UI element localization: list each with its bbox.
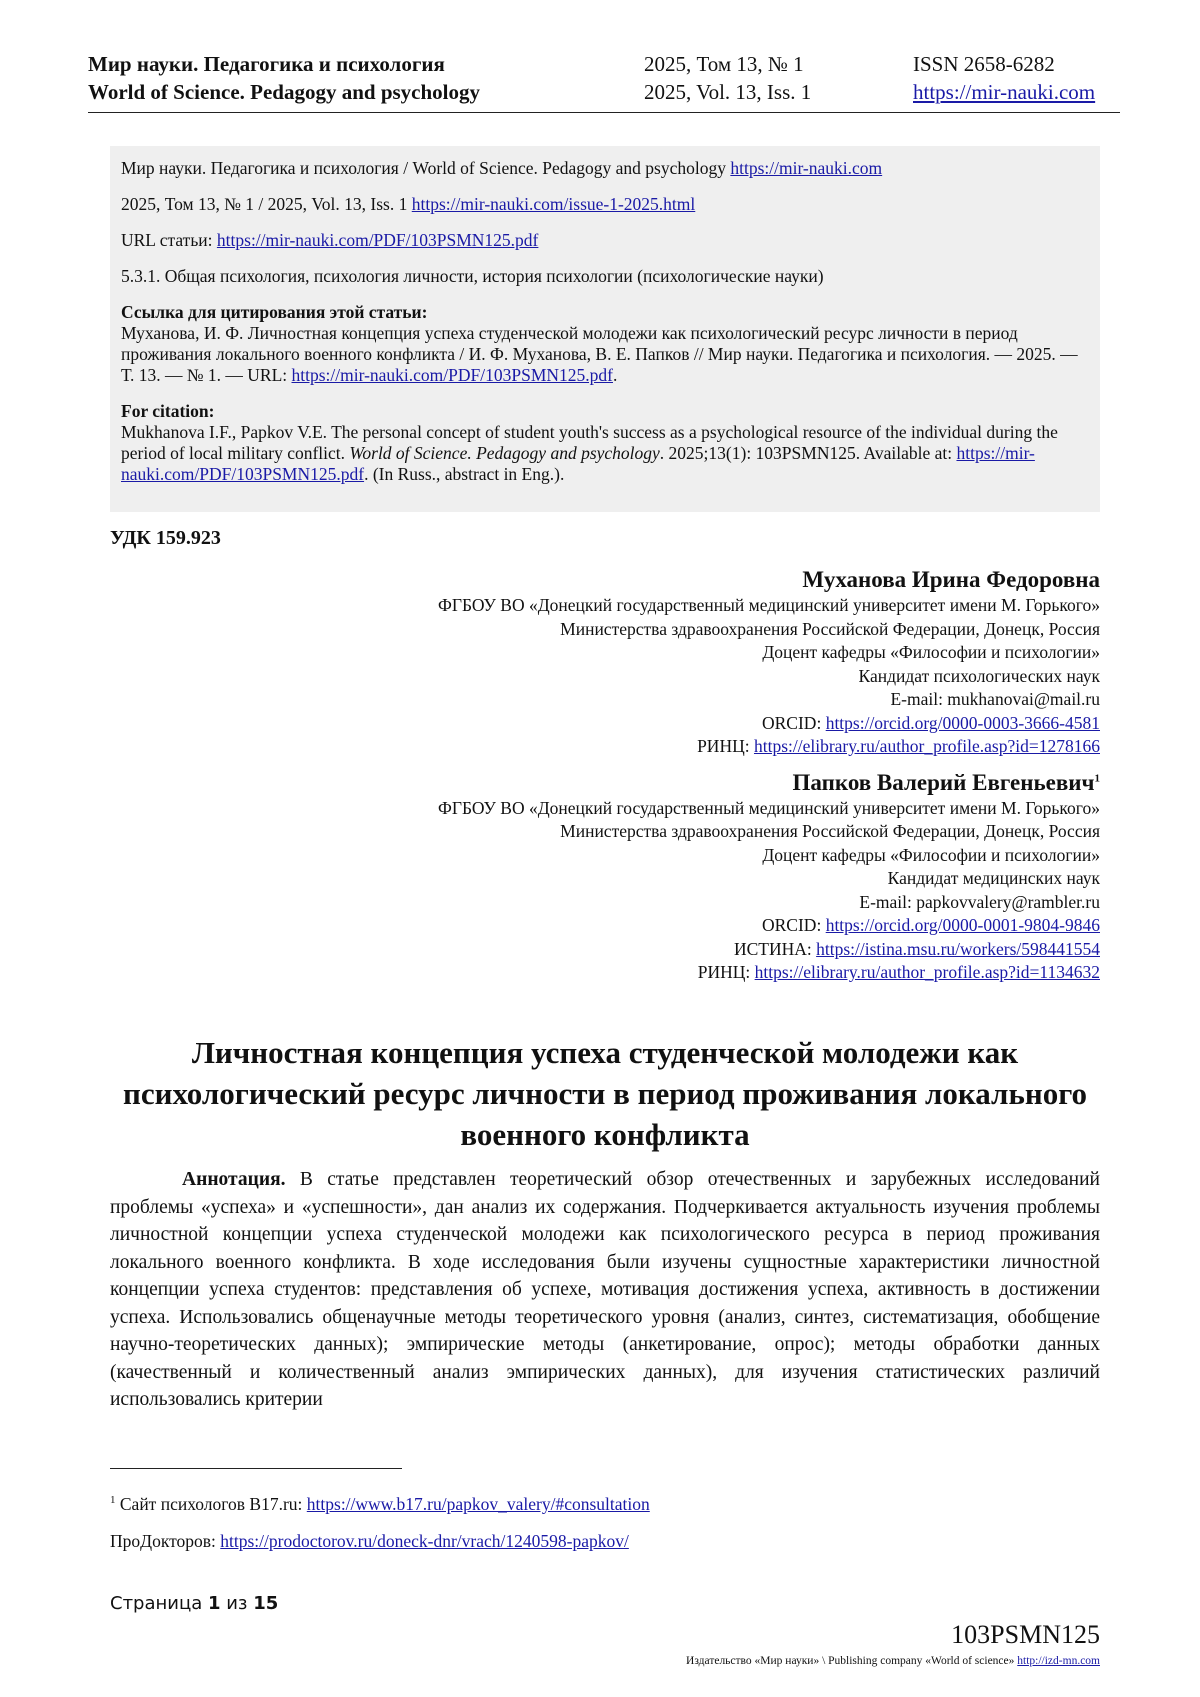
info-specialty: 5.3.1. Общая психология, психология личности, история психологии (психологические науки) — [121, 266, 824, 286]
footnote-mark[interactable]: 1 — [1094, 771, 1100, 784]
article-info-box — [110, 146, 1100, 512]
footnote-2: ПроДокторов: https://prodoctorov.ru/doneck-dnr/vrach/1240598-papkov/ — [110, 1531, 629, 1551]
orcid-link[interactable]: https://orcid.org/0000-0003-3666-4581 — [825, 712, 1100, 733]
rinc-link[interactable]: https://elibrary.ru/author_profile.asp?id=1278166 — [753, 736, 1100, 756]
header-issue — [644, 50, 811, 106]
abstract — [110, 1166, 1100, 1414]
header-issn-site — [913, 50, 1095, 106]
info-article-url-link[interactable]: https://mir-nauki.com/PDF/103PSMN125.pdf — [216, 230, 539, 250]
author-name: Муханова Ирина Федоровна — [802, 567, 1100, 592]
author-position: Доцент кафедры «Философии и психологии» — [762, 844, 1100, 865]
author-email: E-mail: mukhanovai@mail.ru — [890, 689, 1100, 709]
header-issn: ISSN 2658-6282 — [913, 52, 1055, 76]
cite-ru-link[interactable]: https://mir-nauki.com/PDF/103PSMN125.pdf — [291, 365, 613, 385]
author-affiliation: ФГБОУ ВО «Донецкий государственный медицинский университет имени М. Горького» — [438, 797, 1100, 818]
author-position: Доцент кафедры «Философии и психологии» — [762, 642, 1100, 662]
cite-ru-heading: Ссылка для цитирования этой статьи: — [121, 302, 428, 322]
cite-en-text: Mukhanova I.F., Papkov V.E. The personal concept of student youth's success as a psychological resource of the individual during the period of local military conflict. World of Science. Pedagogy and psychology. 2025;13(1): 103PSMN125. Available at: https://mir-nauki.com/PDF/103PSMN125.pdf. (In Russ., abstract in Eng.). — [121, 422, 1058, 484]
publisher-line: Издательство «Мир науки» \ Publishing company «World of science» http://izd-mn.com — [686, 1655, 1100, 1667]
cite-en-link[interactable]: https://mir-nauki.com/PDF/103PSMN125.pdf — [121, 443, 1035, 484]
author-istina: ИСТИНА: https://istina.msu.ru/workers/598441554 — [733, 938, 1100, 959]
footnote-b17-link[interactable]: https://www.b17.ru/papkov_valery/#consultation — [306, 1494, 650, 1514]
footnote-divider — [110, 1468, 402, 1469]
running-header — [88, 50, 1120, 113]
page-number: Страница 1 из 15 — [110, 1593, 279, 1614]
info-journal-link[interactable]: https://mir-nauki.com — [730, 158, 883, 178]
abstract-label: Аннотация. — [182, 1169, 286, 1190]
info-url-line: URL статьи: https://mir-nauki.com/PDF/103PSMN125.pdf — [121, 230, 539, 250]
rinc-link[interactable]: https://elibrary.ru/author_profile.asp?id=1134632 — [754, 962, 1100, 982]
istina-link[interactable]: https://istina.msu.ru/workers/598441554 — [816, 938, 1100, 959]
header-site-link[interactable]: https://mir-nauki.com — [913, 80, 1096, 104]
cite-en-heading: For citation: — [121, 401, 215, 421]
author-affiliation: Министерства здравоохранения Российской Федерации, Донецк, Россия — [560, 618, 1100, 639]
udk-code: УДК 159.923 — [110, 527, 221, 549]
article-title: Личностная концепция успеха студенческой молодежи как психологический ресурс личности в период проживания локального военного конфликта — [122, 1035, 1088, 1152]
header-issue-en: 2025, Vol. 13, Iss. 1 — [644, 80, 812, 104]
author-orcid: ORCID: https://orcid.org/0000-0003-3666-4581 — [762, 712, 1100, 733]
authors-block — [110, 566, 1100, 985]
article-code: 103PSMN125 — [951, 1620, 1100, 1649]
author-name: Папков Валерий Евгеньевич$^1$ — [792, 769, 1100, 795]
orcid-link[interactable]: https://orcid.org/0000-0001-9804-9846 — [825, 915, 1100, 935]
author-2 — [110, 769, 1100, 985]
author-degree: Кандидат медицинских наук — [887, 868, 1100, 888]
cite-ru-text: Муханова, И. Ф. Личностная концепция успеха студенческой молодежи как психологический ресурс личности в период проживания локального военного конфликта / И. Ф. Муханова, В. Е. Папков // Мир науки. Педагогика и психология. — 2025. — Т. 13. — № 1. — URL: https://mir-nauki.com/PDF/103PSMN125.pdf. — [121, 323, 1078, 385]
publisher-link[interactable]: http://izd-mn.com — [1017, 1655, 1100, 1667]
author-orcid: ORCID: https://orcid.org/0000-0001-9804-9846 — [762, 915, 1100, 935]
abstract-text: В статье представлен теоретический обзор отечественных и зарубежных исследований проблемы «успеха» и «успешности», дан анализ их содержания. Подчеркивается актуальность изучения проблемы личностной концепции успеха студенческой молодежи как психологического ресурса в период проживания локального военного конфликта. В ходе исследования были изучены сущностные характеристики личностной концепции успеха студентов: представления об успехе, мотивация достижения успеха, активность в достижении успеха. Использовались общенаучные методы теоретического уровня (анализ, синтез, систематизация, обобщение научно-теоретических данных); эмпирические методы (анкетирование, опрос); методы обработки данных (качественный и количественный анализ эмпирических данных), для изучения статистических различий использовались критерии — [110, 1169, 1100, 1410]
header-journal-en: World of Science. Pedagogy and psychology — [88, 80, 481, 104]
info-issue-link[interactable]: https://mir-nauki.com/issue-1-2025.html — [411, 194, 696, 214]
author-1 — [110, 566, 1100, 759]
author-affiliation: ФГБОУ ВО «Донецкий государственный медицинский университет имени М. Горького» — [438, 595, 1100, 615]
author-email: E-mail: papkovvalery@rambler.ru — [859, 891, 1100, 912]
author-rinc: РИНЦ: https://elibrary.ru/author_profile.asp?id=1278166 — [697, 736, 1100, 756]
info-journal-line: Мир науки. Педагогика и психология / World of Science. Pedagogy and psychology https://mir-nauki.com — [121, 158, 883, 178]
header-issue-ru: 2025, Том 13, № 1 — [644, 52, 804, 76]
author-degree: Кандидат психологических наук — [858, 665, 1100, 686]
footnote-prodoctorov-link[interactable]: https://prodoctorov.ru/doneck-dnr/vrach/1240598-papkov/ — [220, 1531, 629, 1551]
header-journal-ru: Мир науки. Педагогика и психология — [88, 52, 445, 76]
author-rinc: РИНЦ: https://elibrary.ru/author_profile.asp?id=1134632 — [697, 962, 1100, 982]
info-issue-line: 2025, Том 13, № 1 / 2025, Vol. 13, Iss. 1 https://mir-nauki.com/issue-1-2025.html — [121, 194, 696, 214]
author-affiliation: Министерства здравоохранения Российской Федерации, Донецк, Россия — [560, 821, 1100, 841]
header-journal — [88, 50, 480, 106]
footnote-1: $^1$ Сайт психологов B17.ru: https://www.b17.ru/papkov_valery/#consultation — [110, 1494, 650, 1514]
